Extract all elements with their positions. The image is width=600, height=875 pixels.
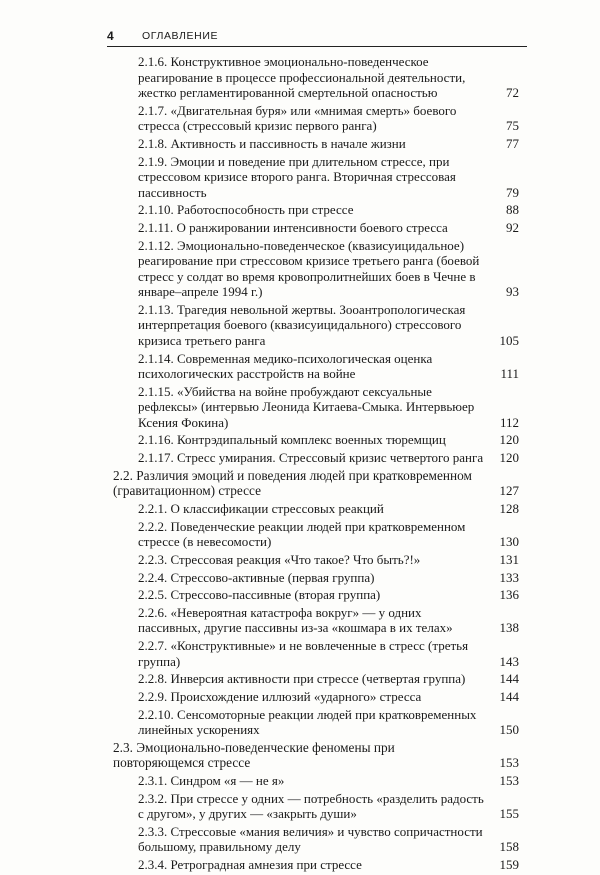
toc-entry-page: 75	[506, 118, 519, 134]
toc-entry-page: 120	[499, 450, 519, 466]
toc-subsection-entry	[113, 605, 519, 636]
toc-entry-title: 2.2.3. Стрессовая реакция «Что такое? Что быть?!»	[138, 551, 421, 567]
toc-entry-title: 2.2.6. «Невероятная катастрофа вокруг» — у одних пассивных, другие пассивны из-за «кошмара в их телах»	[138, 604, 453, 636]
toc-entry-page: 155	[499, 806, 519, 822]
toc-entry-title: 2.1.7. «Двигательная буря» или «мнимая смерть» боевого стресса (стрессовый кризис первого ранга)	[138, 102, 457, 134]
toc-entry-title: 2.3.2. При стрессе у одних — потребность «разделить радость с другом», у других — «закрыть души»	[138, 790, 484, 822]
toc-entry-page: 77	[506, 135, 519, 151]
toc-subsection-entry	[113, 154, 519, 201]
toc-subsection-entry	[113, 351, 519, 382]
toc-entry-title: 2.2.2. Поведенческие реакции людей при кратковременном стрессе (в невесомости)	[138, 518, 466, 550]
toc-entry-title: 2.2.7. «Конструктивные» и не вовлеченные в стресс (третья группа)	[138, 638, 469, 669]
toc-entry-title: 2.2. Различия эмоций и поведения людей при кратковременном (гравитационном) стрессе	[113, 467, 472, 499]
toc-entry-title: 2.2.5. Стрессово-пассивные (вторая группа)	[138, 587, 381, 603]
toc-entry-page: 127	[499, 483, 519, 499]
toc-entry-title: 2.2.4. Стрессово-активные (первая группа)	[138, 569, 375, 585]
running-header	[107, 27, 527, 47]
toc-entry-page: 153	[499, 755, 519, 771]
toc-entry-page: 131	[499, 551, 519, 567]
toc-entry-page: 120	[499, 432, 519, 448]
toc-entry-title: 2.2.1. О классификации стрессовых реакций	[138, 500, 384, 516]
toc-entry-title: 2.2.8. Инверсия активности при стрессе (четвертая группа)	[138, 671, 466, 687]
toc-subsection-entry	[113, 54, 519, 101]
toc-entry-page: 112	[499, 414, 519, 430]
toc-subsection-entry	[113, 587, 519, 603]
toc-entry-title: 2.1.15. «Убийства на войне пробуждают сексуальные рефлексы» (интервью Леонида Китаева-Смыка. Интервьюер Ксения Фокина)	[138, 383, 475, 430]
toc-subsection-entry	[113, 519, 519, 550]
toc-section-entry	[113, 468, 519, 499]
toc-subsection-entry	[113, 302, 519, 349]
toc-entry-page: 133	[499, 569, 519, 585]
toc-entry-page: 93	[506, 284, 519, 300]
toc-subsection-entry	[113, 791, 519, 822]
running-title: ОГЛАВЛЕНИЕ	[142, 30, 219, 42]
page-number: 4	[107, 29, 114, 43]
toc-entry-page: 143	[499, 653, 519, 669]
toc-entry-page: 92	[506, 219, 519, 235]
toc-entry-title: 2.2.9. Происхождение иллюзий «ударного» стресса	[138, 688, 422, 704]
toc-entry-title: 2.1.12. Эмоционально-поведенческое (квазисуицидальное) реагирование при стрессовом кризисе третьего ранга (боевой стресс у солдат во время кровопролитнейших боев в Чечне в январе–апреле 1994 г.)	[138, 237, 480, 300]
toc-subsection-entry	[113, 552, 519, 568]
toc-entry-page: 158	[499, 839, 519, 855]
toc-entry-title: 2.1.16. Контрэдипальный комплекс военных тюремщиц	[138, 432, 446, 448]
toc-subsection-entry	[113, 202, 519, 218]
toc-section-entry	[113, 740, 519, 771]
toc-entry-page: 159	[499, 857, 519, 873]
toc-subsection-entry	[113, 432, 519, 448]
toc-entry-title: 2.1.8. Активность и пассивность в начале жизни	[138, 135, 406, 151]
toc-entry-title: 2.1.14. Современная медико-психологическая оценка психологических расстройств на войне	[138, 350, 433, 381]
toc-entry-page: 128	[499, 500, 519, 516]
toc-entry-title: 2.1.10. Работоспособность при стрессе	[138, 202, 354, 218]
toc-entry-title: 2.1.17. Стресс умирания. Стрессовый кризис четвертого ранга	[138, 450, 484, 466]
toc-entry-page: 79	[506, 184, 519, 200]
toc-entry-title: 2.1.9. Эмоции и поведение при длительном стрессе, при стрессовом кризисе второго ранга. Вторичная стрессовая пассивность	[138, 153, 456, 200]
header-rule	[107, 46, 527, 47]
toc-entry-title: 2.3.1. Синдром «я — не я»	[138, 773, 285, 788]
toc-subsection-entry	[113, 671, 519, 687]
toc-entry-page: 144	[499, 671, 519, 687]
toc-subsection-entry	[113, 689, 519, 705]
toc-entry-page: 138	[499, 620, 519, 636]
toc-subsection-entry	[113, 501, 519, 517]
toc-entry-page: 144	[499, 688, 519, 704]
toc-entry-title: 2.3. Эмоционально-поведенческие феномены при повторяющемся стрессе	[113, 739, 395, 771]
toc-entry-title: 2.1.6. Конструктивное эмоционально-поведенческое реагирование в процессе профессиональной деятельности, жестко регламентированной смертельной опасностью	[138, 54, 466, 100]
toc-entry-page: 72	[506, 85, 519, 100]
toc-entry-page: 105	[499, 332, 519, 348]
table-of-contents	[113, 54, 519, 875]
toc-subsection-entry	[113, 220, 519, 236]
toc-subsection-entry	[113, 136, 519, 152]
toc-subsection-entry	[113, 384, 519, 431]
toc-entry-page: 136	[499, 587, 519, 603]
toc-subsection-entry	[113, 638, 519, 669]
toc-entry-title: 2.1.13. Трагедия невольной жертвы. Зооантропологическая интерпретация боевого (квазисуицидального) стрессового кризиса третьего ранга	[138, 301, 466, 348]
toc-entry-title: 2.2.10. Сенсомоторные реакции людей при кратковременных линейных ускорениях	[138, 706, 477, 738]
toc-entry-title: 2.3.4. Ретроградная амнезия при стрессе	[138, 857, 362, 873]
toc-entry-page: 111	[500, 366, 519, 381]
toc-subsection-entry	[113, 570, 519, 586]
toc-entry-page: 88	[506, 202, 519, 218]
toc-entry-page: 130	[499, 534, 519, 550]
toc-subsection-entry	[113, 857, 519, 873]
toc-subsection-entry	[113, 103, 519, 134]
toc-subsection-entry	[113, 238, 519, 300]
toc-entry-title: 2.1.11. О ранжировании интенсивности боевого стресса	[138, 219, 448, 235]
toc-entry-page: 153	[499, 773, 519, 788]
toc-entry-page: 150	[499, 722, 519, 738]
toc-subsection-entry	[113, 773, 519, 789]
toc-subsection-entry	[113, 450, 519, 466]
toc-subsection-entry	[113, 707, 519, 738]
toc-subsection-entry	[113, 824, 519, 855]
toc-entry-title: 2.3.3. Стрессовые «мания величия» и чувство сопричастности большому, правильному делу	[138, 823, 483, 855]
